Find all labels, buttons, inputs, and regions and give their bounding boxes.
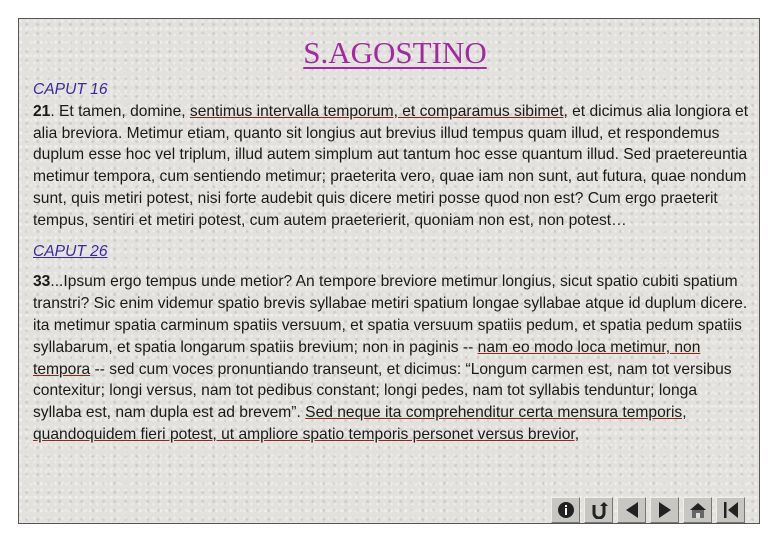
navigation-bar [551, 497, 745, 523]
return-button[interactable] [584, 497, 613, 523]
underlined-phrase: Sed neque ita comprehenditur certa mensura temporis, quandoquidem fieri potest, ut ampliore spatio temporis personet versus brevior, [33, 404, 687, 443]
paragraph-2: 33...Ipsum ergo tempus unde metior? An tempore breviore metimur longius, sicut spatio cubiti spatium transtri? Sic enim videmur spatio brevis syllabae metiri spatium longae syllabae atque id duplum dicere. ita metimur spatia carminum spatiis versuum, et spatia versuum spatiis pedum, et spatia pedum spatiis syllabarum, et spatia longarum spatiis brevium; non in paginis -- nam eo modo loca metimur, non tempora -- sed cum voces pronuntiando transeunt, et dicimus: “Longum carmen est, nam tot versibus contexitur; longi versus, nam tot pedibus constant; longi pedes, nam tot syllabis tenduntur; longa syllaba est, nam dupla est ad brevem”. Sed neque ita comprehenditur certa mensura temporis, quandoquidem fieri potest, ut ampliore spatio temporis personet versus brevior, [33, 273, 748, 443]
next-button[interactable] [650, 497, 679, 523]
home-button[interactable] [683, 497, 712, 523]
previous-icon [622, 501, 642, 519]
end-button[interactable] [716, 497, 745, 523]
section-heading-1: CAPUT 16 [33, 81, 108, 98]
slide [18, 18, 760, 524]
section-heading-2: CAPUT 26 [33, 242, 108, 260]
page-title: S.AGOSTINO [303, 35, 487, 70]
text-body [33, 79, 749, 446]
info-button[interactable] [551, 497, 580, 523]
underlined-phrase: sentimus intervalla temporum, et comparamus sibimet [189, 102, 564, 120]
home-icon [688, 501, 708, 519]
return-icon [589, 501, 609, 519]
next-icon [655, 501, 675, 519]
first-last-icon [721, 501, 741, 519]
previous-button[interactable] [617, 497, 646, 523]
info-icon [556, 501, 576, 519]
paragraph-1: 21. Et tamen, domine, sentimus intervalla temporum, et comparamus sibimet, et dicimus alia longiora et alia breviora. Metimur etiam, quanto sit longius aut brevius illud tempus quam illud, et respondemus duplum esse hoc vel triplum, illud autem simplum aut tantum hoc esse quantum illud. Sed praetereuntia metimur tempora, cum sentiendo metimur; praeterita vero, quae iam non sunt, aut futura, quae nondum sunt, quis metiri potest, nisi forte audebit quis dicere metiri posse quod non est? Cum ergo praeterit tempus, sentiri et metiri potest, cum autem praeterierit, quoniam non est, non potest… [33, 102, 749, 229]
underlined-phrase: nam eo modo loca metimur, non tempora [33, 338, 701, 378]
